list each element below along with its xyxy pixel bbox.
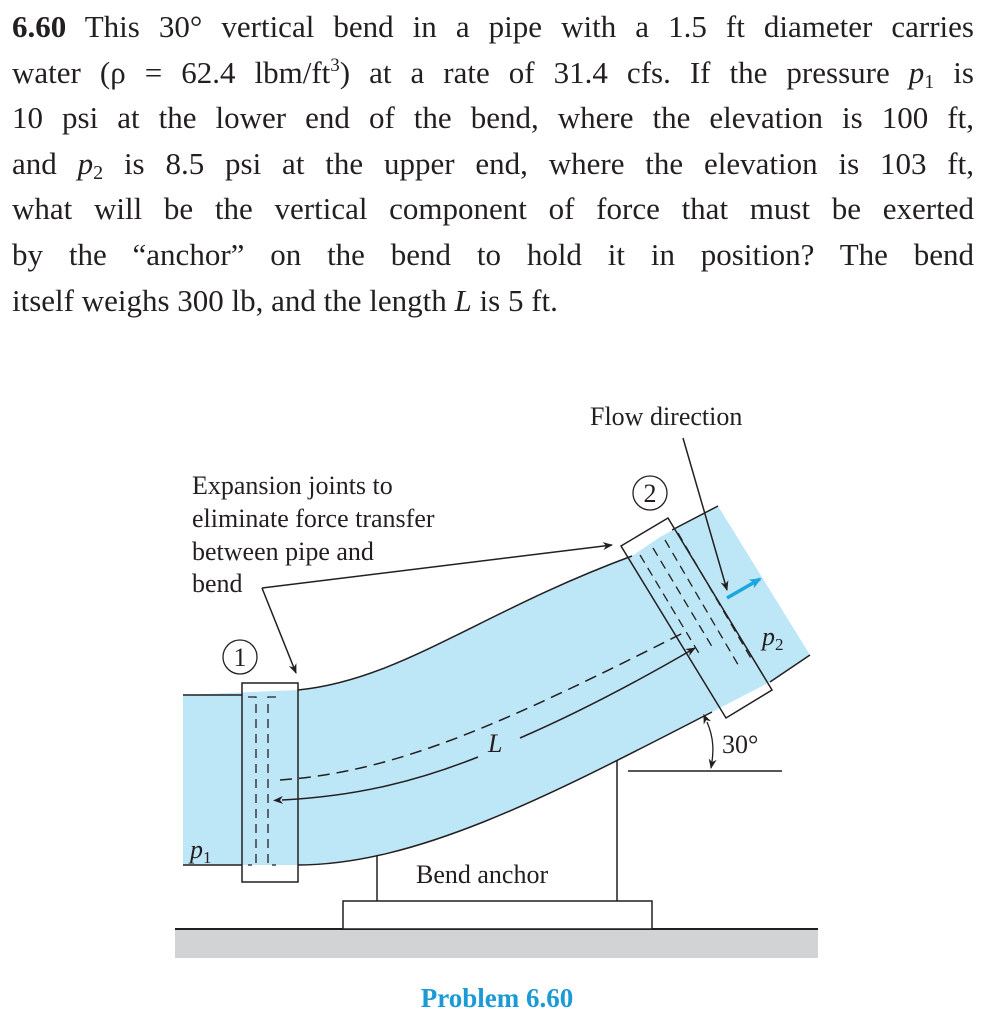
figure-caption: Problem 6.60 <box>420 983 574 1013</box>
problem-number: 6.60 <box>12 9 67 44</box>
length-label: L <box>488 729 503 758</box>
variable-p: p <box>77 145 94 181</box>
anchor-base <box>343 901 652 929</box>
station-2-marker <box>633 476 667 510</box>
text: 10 psi at the lower end of the bend, where the elevation is 100 ft, <box>12 100 974 136</box>
subscript: 1 <box>924 70 935 93</box>
angle-label: 30° <box>722 730 759 759</box>
bend-anchor-label: Bend anchor <box>416 860 549 889</box>
expansion-joints-label: Expansion joints to eliminate force transfer between pipe and bend <box>192 471 435 598</box>
text: itself weighs 300 lb, and the length <box>12 282 455 318</box>
angle-arc <box>707 722 713 768</box>
svg-text:1: 1 <box>233 643 247 672</box>
text: is 8.5 psi at the upper end, where the elevation is 103 ft, <box>103 145 974 181</box>
text: This 30° vertical bend in a pipe with a 1.5 ft diameter carries <box>66 9 974 44</box>
text: what will be the vertical component of force that must be exerted <box>12 191 974 227</box>
station-1-marker <box>223 640 257 674</box>
leader-to-joint-1 <box>262 588 296 673</box>
subscript: 2 <box>93 161 104 184</box>
text: and <box>12 145 78 181</box>
text: water (ρ = 62.4 lbm/ft <box>12 54 331 90</box>
superscript: 3 <box>330 54 340 76</box>
text: ) at a rate of 31.4 cfs. If the pressure <box>339 54 909 90</box>
text: by the “anchor” on the bend to hold it in position? The bend <box>12 236 974 272</box>
svg-text:2: 2 <box>643 479 657 508</box>
variable-L: L <box>454 282 472 318</box>
p2-label: p2 <box>762 622 784 654</box>
text: is 5 ft. <box>471 282 558 318</box>
ground <box>175 929 818 958</box>
p1-label: p1 <box>190 835 212 867</box>
text: is <box>934 54 974 90</box>
flow-direction-label: Flow direction <box>590 402 743 431</box>
variable-p: p <box>908 54 925 90</box>
